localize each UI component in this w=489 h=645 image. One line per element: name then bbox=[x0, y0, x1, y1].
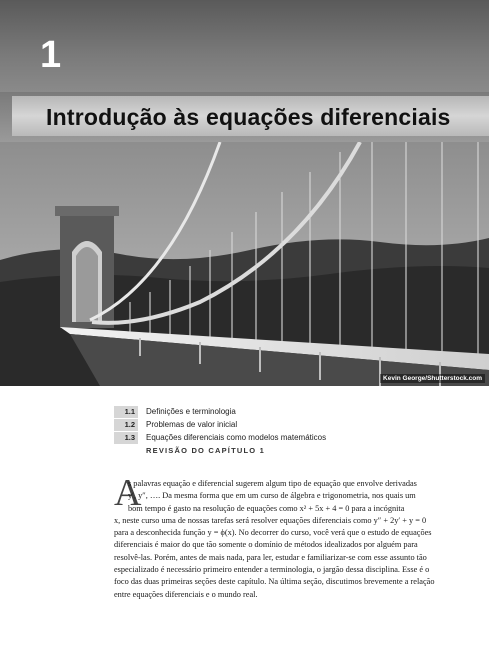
toc-item-label: Equações diferenciais como modelos matemáticos bbox=[146, 433, 327, 442]
paragraph-line: diferenciais é maior do que tão somente o domínio de métodos idealizados por alguém para bbox=[114, 540, 418, 550]
chapter-number: 1 bbox=[40, 34, 62, 76]
paragraph-line: foco das duas primeiras seções deste capítulo. Na última seção, discutimos brevemente a relação bbox=[114, 577, 435, 587]
toc-item[interactable] bbox=[114, 406, 454, 419]
intro-paragraph bbox=[114, 478, 436, 601]
toc-item[interactable] bbox=[114, 419, 454, 432]
drop-cap: A bbox=[114, 472, 142, 514]
toc-item-number: 1.1 bbox=[114, 406, 138, 418]
paragraph-line: bom tempo é gasto na resolução de equações como x² + 5x + 4 = 0 para a incógnita bbox=[128, 503, 405, 513]
paragraph-line: para a desconhecida função y = ϕ(x). No decorrer do curso, você verá que o estudo de equações bbox=[114, 528, 432, 538]
toc-review-row[interactable] bbox=[114, 445, 454, 458]
toc-item-number: 1.2 bbox=[114, 419, 138, 431]
paragraph-line: especializado é necessário primeiro entender a terminologia, o jargão dessa disciplina. Esse é o bbox=[114, 565, 430, 575]
paragraph-line: s palavras equação e diferencial sugerem algum tipo de equação que envolve derivadas bbox=[128, 479, 417, 488]
bridge-illustration bbox=[0, 142, 489, 386]
chapter-contents bbox=[114, 406, 454, 458]
bridge-photo bbox=[0, 142, 489, 386]
paragraph-line: entre equações diferenciais e o mundo real. bbox=[114, 589, 258, 599]
chapter-header-band bbox=[0, 0, 489, 92]
toc-item-number: 1.3 bbox=[114, 432, 138, 444]
paragraph-line: y′, y″, …. Da mesma forma que em um curso de álgebra e trigonometria, nos quais um bbox=[128, 491, 416, 501]
toc-item[interactable] bbox=[114, 432, 454, 445]
chapter-review-label: REVISÃO DO CAPÍTULO 1 bbox=[146, 446, 265, 455]
chapter-title: Introdução às equações diferenciais bbox=[46, 104, 451, 130]
paragraph-line: x, neste curso uma de nossas tarefas será resolver equações diferenciais como y″ + 2y′ + y = 0 bbox=[114, 515, 427, 525]
paragraph-line: resolvê-las. Porém, antes de mais nada, para ler, estudar e familiarizar-se com esse assunto tão bbox=[114, 552, 427, 562]
toc-item-label: Definições e terminologia bbox=[146, 407, 236, 416]
photo-credit: Kevin George/Shutterstock.com bbox=[380, 374, 485, 383]
toc-item-label: Problemas de valor inicial bbox=[146, 420, 238, 429]
